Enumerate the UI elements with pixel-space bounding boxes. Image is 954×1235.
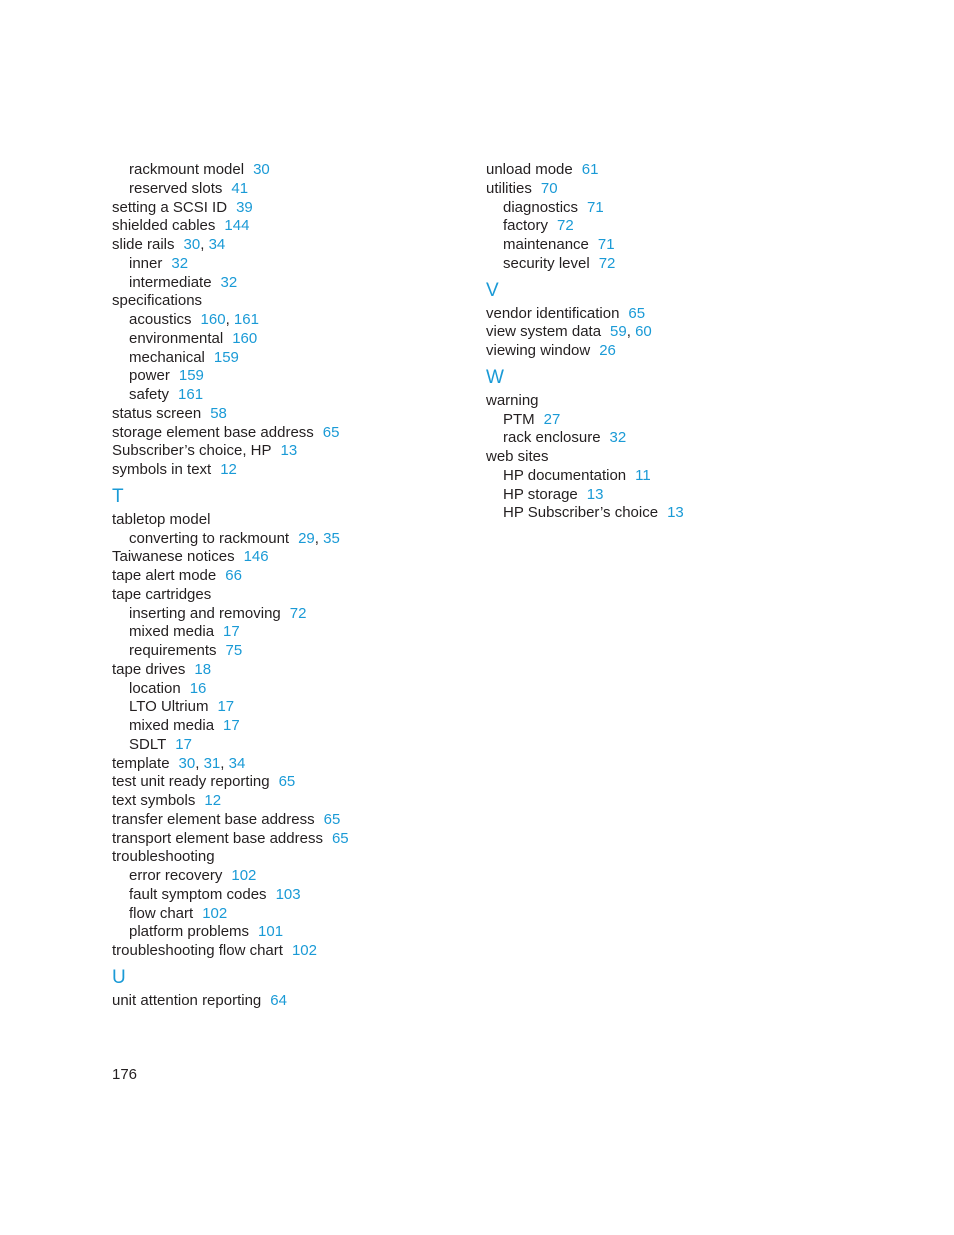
ref-separator: , <box>314 529 324 547</box>
index-subentry <box>112 923 462 942</box>
page-reference-link[interactable]: 39 <box>236 198 253 216</box>
index-subentry <box>486 217 866 236</box>
index-term: fault symptom codes <box>129 885 267 903</box>
index-subentry <box>112 867 462 886</box>
page-reference-link[interactable]: 71 <box>597 236 615 253</box>
index-entry <box>486 180 866 199</box>
index-subentry <box>486 429 866 448</box>
page-reference-link[interactable]: 61 <box>581 161 599 178</box>
index-subentry <box>486 236 866 255</box>
page-reference-link[interactable]: 27 <box>543 410 561 428</box>
page-reference-link[interactable]: 30 <box>253 161 270 178</box>
ref-separator: , <box>626 323 636 341</box>
index-term: tape drives <box>112 660 186 678</box>
index-entry <box>112 811 462 830</box>
index-subentry <box>112 736 462 755</box>
index-term: specifications <box>112 292 203 310</box>
page-reference-link[interactable]: 101 <box>258 923 284 941</box>
index-subentry <box>486 504 866 523</box>
page-reference-link[interactable]: 146 <box>243 548 269 566</box>
index-term: converting to rackmount <box>129 529 290 547</box>
index-term: inserting and removing <box>129 604 281 622</box>
page-reference-link[interactable]: 17 <box>223 623 240 641</box>
index-entry <box>112 992 462 1011</box>
ref-separator: , <box>195 754 204 772</box>
index-entry <box>112 586 462 605</box>
index-term: reserved slots <box>129 179 223 197</box>
page-reference-link[interactable]: 12 <box>220 461 237 478</box>
index-subentry <box>112 330 462 349</box>
page-reference-link[interactable]: 32 <box>171 254 189 272</box>
index-section-letter: U <box>112 966 126 988</box>
page-reference-link[interactable]: 17 <box>223 717 240 734</box>
index-term: platform problems <box>129 923 250 941</box>
page-reference-link[interactable]: 30 <box>178 754 196 772</box>
index-term: security level <box>503 254 590 272</box>
index-term: error recovery <box>129 867 223 884</box>
index-term: unload mode <box>486 161 573 178</box>
index-entry <box>486 323 866 342</box>
page-reference-link[interactable]: 159 <box>213 348 239 366</box>
index-entry <box>112 424 462 443</box>
index-subentry <box>112 680 462 699</box>
index-term: view system data <box>486 323 602 341</box>
page-reference-link[interactable]: 60 <box>635 323 652 341</box>
index-subentry <box>486 467 866 486</box>
index-term: HP documentation <box>503 466 627 484</box>
page-reference-link[interactable]: 161 <box>178 386 204 403</box>
index-subentry <box>112 255 462 274</box>
index-term: flow chart <box>129 904 194 922</box>
index-term: slide rails <box>112 236 175 253</box>
index-term: viewing window <box>486 342 591 359</box>
index-term: environmental <box>129 329 224 347</box>
page-reference-link[interactable]: 31 <box>203 754 221 772</box>
page-reference-link[interactable]: 58 <box>210 404 227 422</box>
index-term: HP storage <box>503 485 578 503</box>
index-term: Subscriber’s choice, HP <box>112 442 272 460</box>
ref-separator: , <box>220 754 229 772</box>
index-subentry <box>486 199 866 218</box>
index-term: troubleshooting <box>112 848 215 866</box>
page-reference-link[interactable]: 65 <box>331 829 349 847</box>
ref-separator: , <box>225 311 234 328</box>
index-section-letter: T <box>112 485 124 507</box>
index-section-letter: V <box>486 279 499 301</box>
page-reference-link[interactable]: 72 <box>289 604 307 622</box>
index-entry <box>486 305 866 324</box>
index-subentry <box>112 642 462 661</box>
page-reference-link[interactable]: 18 <box>194 660 212 678</box>
index-term: troubleshooting flow chart <box>112 942 283 959</box>
page-reference-link[interactable]: 30 <box>183 236 201 253</box>
index-section-letter: W <box>486 366 504 388</box>
index-entry <box>112 755 462 774</box>
page-reference-link[interactable]: 159 <box>178 367 204 385</box>
index-term: setting a SCSI ID <box>112 198 228 216</box>
index-term: mixed media <box>129 623 215 641</box>
page-reference-link[interactable]: 70 <box>540 179 558 197</box>
page-reference-link[interactable]: 71 <box>587 198 604 216</box>
index-term: status screen <box>112 404 202 422</box>
index-term: storage element base address <box>112 423 314 441</box>
index-entry <box>112 461 462 480</box>
index-entry <box>112 792 462 811</box>
page-reference-link[interactable]: 160 <box>232 329 258 347</box>
index-term: safety <box>129 386 170 403</box>
page-reference-link[interactable]: 161 <box>233 311 259 328</box>
index-subentry <box>112 623 462 642</box>
index-term: shielded cables <box>112 217 216 235</box>
page-reference-link[interactable]: 160 <box>200 311 226 328</box>
index-column-right <box>486 161 866 523</box>
index-term: maintenance <box>503 236 589 253</box>
page-reference-link[interactable]: 41 <box>231 179 249 197</box>
index-subentry <box>112 367 462 386</box>
index-subentry <box>112 311 462 330</box>
page-reference-link[interactable]: 103 <box>275 885 301 903</box>
page-reference-link[interactable]: 12 <box>204 792 222 809</box>
index-term: symbols in text <box>112 461 212 478</box>
index-subentry <box>486 486 866 505</box>
index-subentry <box>112 605 462 624</box>
page-reference-link[interactable]: 102 <box>231 867 257 884</box>
page-reference-link[interactable]: 11 <box>635 466 651 484</box>
page-reference-link[interactable]: 65 <box>323 810 341 828</box>
index-term: tabletop model <box>112 510 211 528</box>
index-entry <box>112 236 462 255</box>
index-term: warning <box>486 391 539 409</box>
index-subentry <box>486 255 866 274</box>
page-reference-link[interactable]: 35 <box>323 529 340 547</box>
index-subentry <box>112 274 462 293</box>
page-reference-link[interactable]: 26 <box>599 342 616 359</box>
index-subentry <box>112 698 462 717</box>
index-term: vendor identification <box>486 304 620 322</box>
index-entry <box>112 511 462 530</box>
page-reference-link[interactable]: 13 <box>667 504 684 522</box>
index-term: diagnostics <box>503 198 579 216</box>
index-subentry <box>486 411 866 430</box>
index-term: web sites <box>486 448 549 465</box>
index-entry <box>486 161 866 180</box>
index-subentry <box>112 349 462 368</box>
index-term: utilities <box>486 179 532 197</box>
page-reference-link[interactable]: 66 <box>225 567 242 584</box>
index-term: SDLT <box>129 735 167 753</box>
index-term: template <box>112 754 170 772</box>
page-reference-link[interactable]: 16 <box>189 679 207 697</box>
index-subentry <box>112 180 462 199</box>
page-reference-link[interactable]: 102 <box>291 942 317 959</box>
index-entry <box>486 342 866 361</box>
index-term: factory <box>503 217 549 235</box>
index-entry <box>112 548 462 567</box>
index-term: tape cartridges <box>112 585 212 603</box>
page-reference-link[interactable]: 75 <box>225 642 243 659</box>
page-reference-link[interactable]: 34 <box>228 754 246 772</box>
page-reference-link[interactable]: 34 <box>208 236 226 253</box>
page-reference-link[interactable]: 29 <box>298 529 315 547</box>
page-reference-link[interactable]: 72 <box>557 217 574 235</box>
index-entry <box>112 199 462 218</box>
page-reference-link[interactable]: 144 <box>224 217 250 235</box>
index-term: acoustics <box>129 311 192 328</box>
page-reference-link[interactable]: 64 <box>270 991 287 1009</box>
page-reference-link[interactable]: 102 <box>202 904 228 922</box>
index-entry <box>112 848 462 867</box>
index-entry <box>112 217 462 236</box>
page-number: 176 <box>112 1066 138 1083</box>
index-entry <box>112 405 462 424</box>
index-subentry <box>112 717 462 736</box>
index-term: transport element base address <box>112 829 323 847</box>
index-entry <box>112 942 462 961</box>
index-term: HP Subscriber’s choice <box>503 504 659 522</box>
index-term: LTO Ultrium <box>129 698 209 716</box>
index-term: Taiwanese notices <box>112 548 235 566</box>
index-term: mixed media <box>129 717 215 734</box>
index-term: PTM <box>503 410 535 428</box>
page-reference-link[interactable]: 17 <box>217 698 235 716</box>
page-reference-link[interactable]: 13 <box>280 442 298 460</box>
index-subentry <box>112 161 462 180</box>
index-entry <box>112 292 462 311</box>
index-subentry <box>112 530 462 549</box>
index-term: tape alert mode <box>112 567 217 584</box>
page-reference-link[interactable]: 65 <box>322 423 340 441</box>
index-term: mechanical <box>129 348 205 366</box>
index-term: inner <box>129 254 163 272</box>
index-column-left <box>112 161 462 1011</box>
index-entry <box>486 448 866 467</box>
index-term: power <box>129 367 170 385</box>
index-entry <box>112 773 462 792</box>
index-term: transfer element base address <box>112 810 315 828</box>
index-term: location <box>129 679 181 697</box>
page-reference-link[interactable]: 59 <box>610 323 627 341</box>
index-entry <box>112 442 462 461</box>
index-term: rackmount model <box>129 161 245 178</box>
index-entry <box>112 567 462 586</box>
index-entry <box>486 392 866 411</box>
index-subentry <box>112 386 462 405</box>
index-term: intermediate <box>129 273 212 291</box>
page-reference-link[interactable]: 32 <box>220 273 238 291</box>
index-entry <box>112 661 462 680</box>
index-term: test unit ready reporting <box>112 773 270 791</box>
index-entry <box>112 830 462 849</box>
ref-separator: , <box>200 236 209 253</box>
page-reference-link[interactable]: 13 <box>586 485 604 503</box>
index-term: rack enclosure <box>503 429 601 447</box>
index-subentry <box>112 905 462 924</box>
page-reference-link[interactable]: 32 <box>609 429 627 447</box>
page-reference-link[interactable]: 72 <box>598 254 616 272</box>
page-reference-link[interactable]: 65 <box>628 304 646 322</box>
index-term: text symbols <box>112 792 196 809</box>
index-subentry <box>112 886 462 905</box>
index-term: requirements <box>129 642 217 659</box>
index-term: unit attention reporting <box>112 991 262 1009</box>
page-reference-link[interactable]: 17 <box>175 735 192 753</box>
page-reference-link[interactable]: 65 <box>278 773 296 791</box>
